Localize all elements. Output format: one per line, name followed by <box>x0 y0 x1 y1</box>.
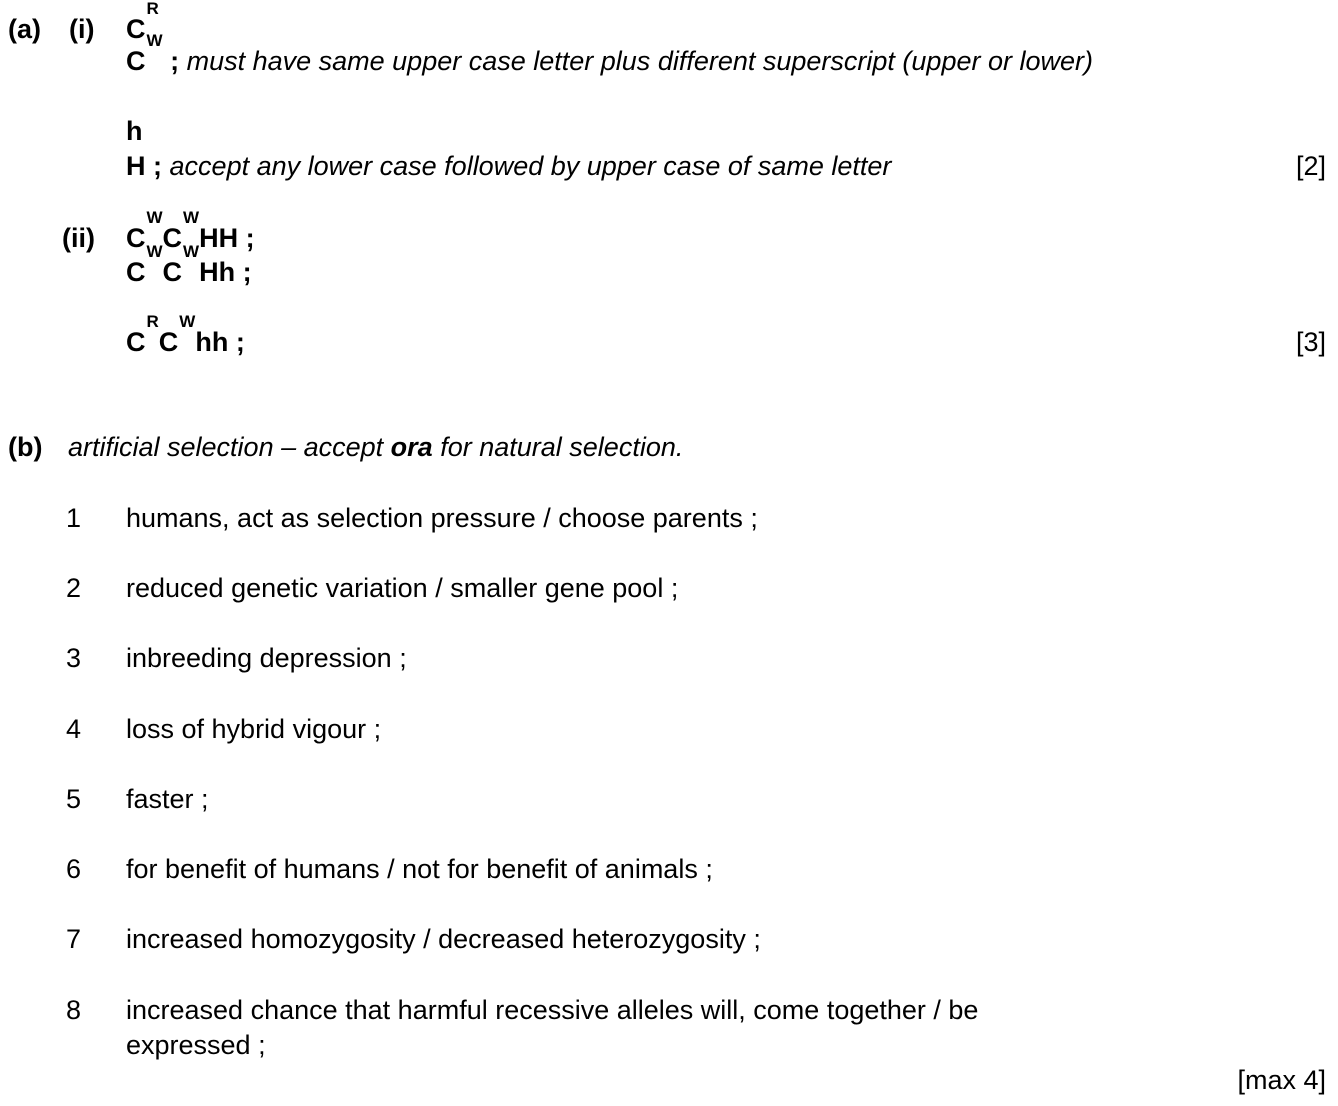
point-4-num: 4 <box>66 714 82 744</box>
allele-note-2: accept any lower case followed by upper case of same letter <box>169 151 892 181</box>
point-2-num: 2 <box>66 573 82 603</box>
marks-a-i: [2] <box>1295 151 1326 181</box>
point-4-text: loss of hybrid vigour ; <box>126 714 382 744</box>
marks-b: [max 4] <box>1237 1065 1326 1095</box>
part-a-i-label: (i) <box>69 14 95 44</box>
part-a-label: (a) <box>8 14 41 44</box>
allele-note-1: must have same upper case letter plus different superscript (upper or lower) <box>186 46 1093 76</box>
allele-h-lower: h <box>126 116 143 146</box>
part-b-intro: artificial selection – accept ora for natural selection. <box>68 432 684 462</box>
genotype-1: $C^WC^WHH$ ; <box>126 208 255 253</box>
marks-a-ii: [3] <box>1295 327 1326 357</box>
point-1-text: humans, act as selection pressure / choose parents ; <box>126 503 758 533</box>
part-b-label: (b) <box>8 432 43 462</box>
point-8-text: increased chance that harmful recessive alleles will, come together / be expressed ; <box>126 995 979 1060</box>
point-8-num: 8 <box>66 995 82 1025</box>
point-2-text: reduced genetic variation / smaller gene pool ; <box>126 573 679 603</box>
allele-h-upper-line: H ; accept any lower case followed by upper case of same letter <box>126 151 892 181</box>
point-5-num: 5 <box>66 784 82 814</box>
point-1-num: 1 <box>66 503 82 533</box>
allele-cr: $C^R$ <box>126 0 159 44</box>
point-7-text: increased homozygosity / decreased heterozygosity ; <box>126 924 761 954</box>
genotype-3: $C^RC^Whh$ ; <box>126 312 245 357</box>
point-3-text: inbreeding depression ; <box>126 643 407 673</box>
genotype-2: $C^WC^WHh$ ; <box>126 242 252 287</box>
point-3-num: 3 <box>66 643 82 673</box>
point-6-text: for benefit of humans / not for benefit of animals ; <box>126 854 713 884</box>
point-7-num: 7 <box>66 924 82 954</box>
allele-cw-line: $C^W$ ; must have same upper case letter plus different superscript (upper or lower) <box>126 31 1093 76</box>
point-5-text: faster ; <box>126 784 209 814</box>
point-6-num: 6 <box>66 854 82 884</box>
part-a-ii-label: (ii) <box>62 223 95 253</box>
